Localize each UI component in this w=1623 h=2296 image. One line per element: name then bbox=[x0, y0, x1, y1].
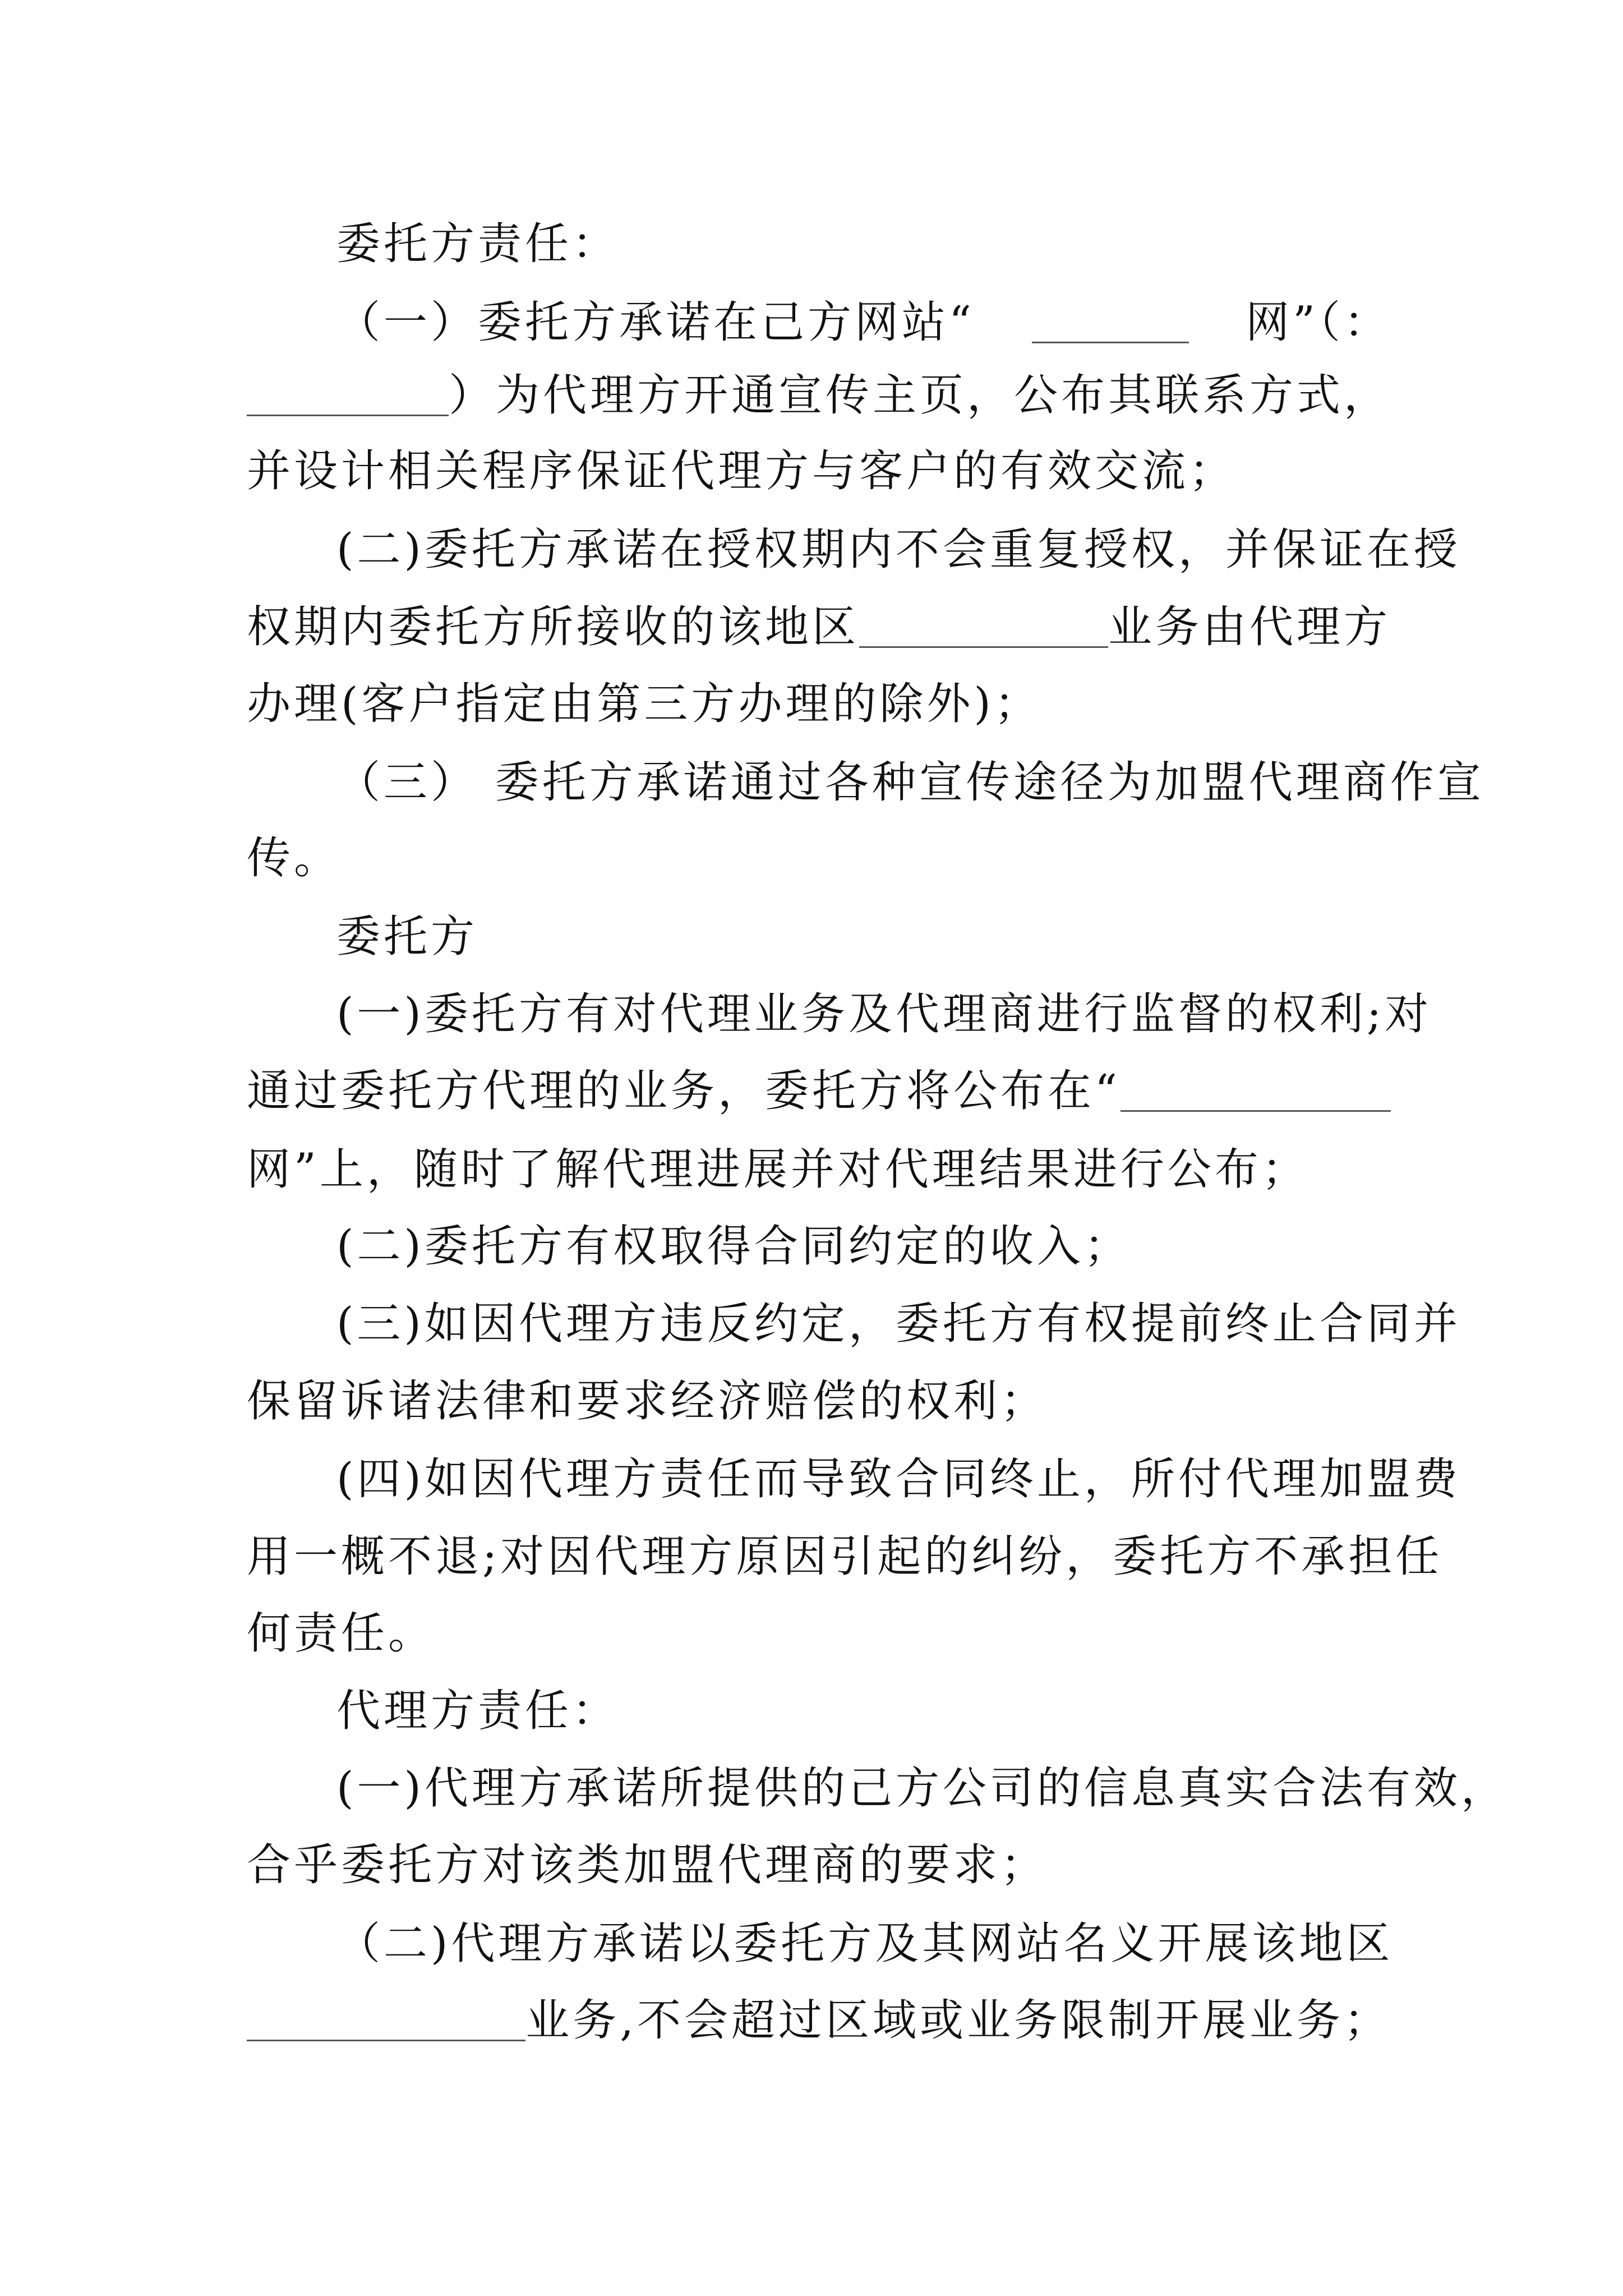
paragraph-line: (一)委托方有对代理业务及代理商进行监督的权利;对 bbox=[336, 989, 1432, 1039]
paragraph-line bbox=[247, 367, 1391, 424]
paragraph-line: (四)如因代理方责任而导致合同终止，所付代理加盟费 bbox=[336, 1454, 1461, 1504]
paragraph-line: 保留诉诸法律和要求经济赔偿的权利； bbox=[247, 1376, 1048, 1427]
paragraph-line: 网”上，随时了解代理进展并对代理结果进行公布； bbox=[247, 1144, 1309, 1195]
paragraph-line: (二)委托方承诺在授权期内不会重复授权，并保证在授 bbox=[336, 524, 1461, 575]
paragraph-line bbox=[247, 1993, 1391, 2049]
fill-in-blank bbox=[247, 375, 449, 416]
paragraph-line: 用一概不退;对因代理方原因引起的纠纷，委托方不承担任 bbox=[247, 1531, 1443, 1582]
paragraph-line: （二)代理方承诺以委托方及其网站名义开展该地区 bbox=[336, 1918, 1394, 1969]
paragraph-line bbox=[247, 599, 1391, 655]
text-segment: 通过委托方代理的业务，委托方将公布在“ bbox=[247, 1066, 1121, 1116]
text-segment: （一）委托方承诺在己方网站“ bbox=[336, 297, 975, 348]
text-segment: ）为代理方开通宣传主页，公布其联系方式， bbox=[448, 370, 1391, 421]
paragraph-line: (三)如因代理方违反约定，委托方有权提前终止合同并 bbox=[336, 1299, 1461, 1349]
paragraph-line: （三） 委托方承诺通过各种宣传途径为加盟代理商作宣 bbox=[336, 757, 1484, 808]
heading-entrustor-responsibilities: 委托方责任： bbox=[336, 219, 620, 269]
fill-in-blank bbox=[1121, 1071, 1391, 1112]
paragraph-line: 传。 bbox=[247, 833, 342, 884]
text-segment: 业务,不会超过区域或业务限制开展业务； bbox=[525, 1995, 1391, 2046]
paragraph-line: 何责任。 bbox=[247, 1608, 436, 1659]
text-segment: 网”（： bbox=[1246, 297, 1391, 348]
fill-in-blank bbox=[859, 607, 1108, 648]
paragraph-line: 办理(客户指定由第三方办理的除外)； bbox=[247, 679, 1041, 729]
heading-agent-responsibilities: 代理方责任： bbox=[336, 1686, 620, 1736]
paragraph-line bbox=[247, 1063, 1391, 1119]
paragraph-line: (二)委托方有权取得合同约定的收入； bbox=[336, 1221, 1131, 1272]
heading-entrustor: 委托方 bbox=[336, 912, 478, 962]
fill-in-blank bbox=[247, 2000, 525, 2041]
paragraph-line: 并设计相关程序保证代理方与客户的有效交流； bbox=[247, 446, 1237, 496]
fill-in-blank bbox=[1032, 302, 1189, 343]
paragraph-line bbox=[336, 295, 1391, 351]
text-segment: 业务由代理方 bbox=[1108, 602, 1391, 652]
paragraph-line: (一)代理方承诺所提供的己方公司的信息真实合法有效， bbox=[336, 1763, 1508, 1814]
paragraph-line: 合乎委托方对该类加盟代理商的要求； bbox=[247, 1840, 1048, 1890]
text-segment: 权期内委托方所接收的该地区 bbox=[247, 602, 860, 652]
